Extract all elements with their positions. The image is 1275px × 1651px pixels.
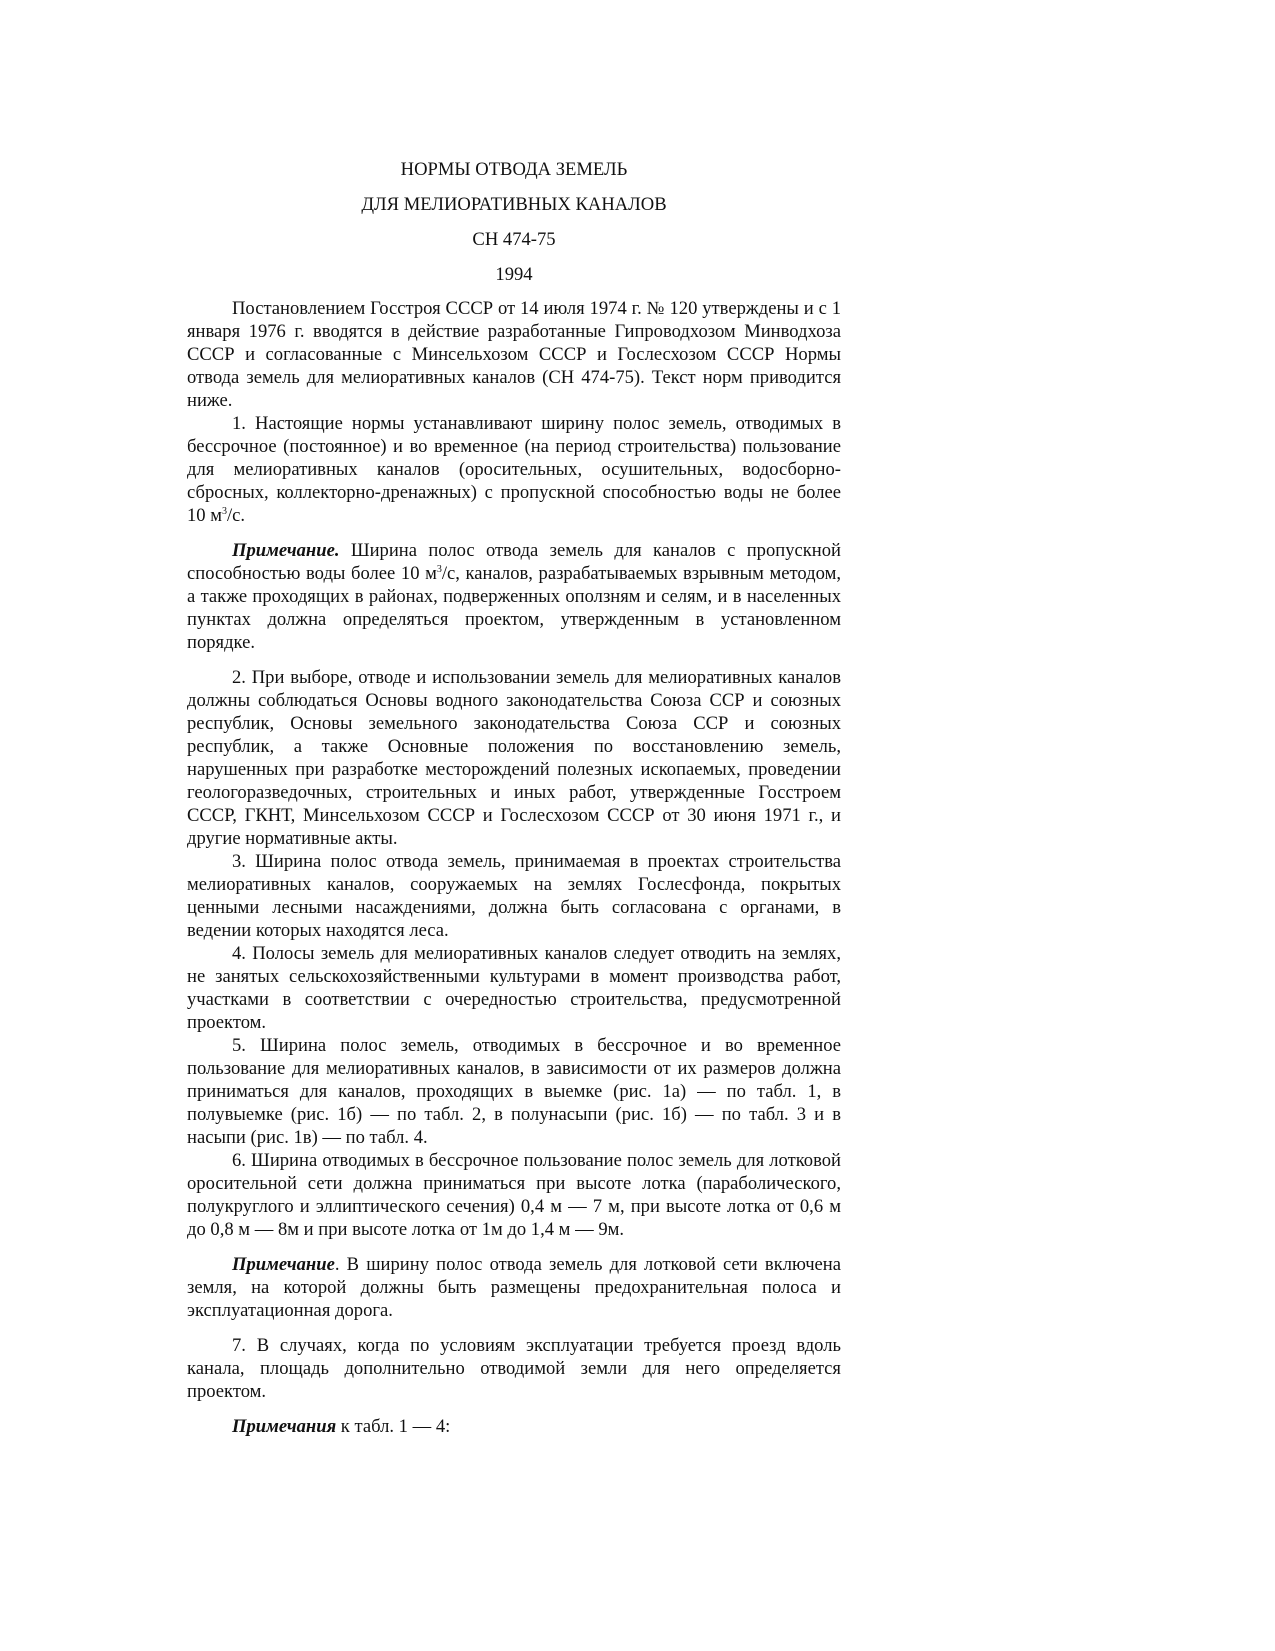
document-page — [187, 158, 841, 1438]
note-1-label: Примечание. — [232, 540, 340, 561]
clause-1 — [187, 412, 841, 527]
note-1 — [187, 539, 841, 654]
note-2 — [187, 1253, 841, 1322]
note-1-text-b: /с, каналов, разрабатываемых взрывным методом, а также проходящих в районах, подверженных оползням и селям, и в населенных пунктах должна определяться проектом, утвержденным в установленном порядке. — [187, 563, 841, 653]
clause-3: 3. Ширина полос отвода земель, принимаемая в проектах строительства мелиоративных каналов, сооружаемых на землях Гослесфонда, покрытых ценными лесными насаждениями, должна быть согласована с органами, в ведении которых находятся леса. — [187, 851, 841, 941]
note-1-text-a: Ширина полос отвода земель для каналов с пропускной способностью воды более 10 м — [187, 540, 841, 584]
clause-5: 5. Ширина полос земель, отводимых в бессрочное и во временное пользование для мелиоративных каналов, в зависимости от их размеров должна приниматься для каналов, проходящих в выемке (рис. 1а) — по табл. 1, в полувыемке (рис. 1б) — по табл. 2, в полунасыпи (рис. 1б) — по табл. 3 и в насыпи (рис. 1в) — по табл. 4. — [187, 1035, 841, 1148]
document-code: СН 474-75 — [472, 229, 556, 250]
clause-7: 7. В случаях, когда по условиям эксплуатации требуется проезд вдоль канала, площадь дополнительно отводимой земли для него определяется проектом. — [187, 1335, 841, 1402]
clause-2: 2. При выборе, отводе и использовании земель для мелиоративных каналов должны соблюдаться Основы водного законодательства Союза ССР и союзных республик, Основы земельного законодательства Союза ССР и союзных республик, а также Основные положения по восстановлению земель, нарушенных при разработке месторождений полезных ископаемых, проведении геологоразведочных, строительных и иных работ, утвержденные Госстроем СССР, ГКНТ, Минсельхозом СССР и Гослесхозом СССР от 30 июня 1971 г., и другие нормативные акты. — [187, 667, 841, 849]
clause-1-text: 1. Настоящие нормы устанавливают ширину полос земель, отводимых в бессрочное (постоянное) и во временное (на период строительства) пользование для мелиоративных каналов (оросительных, осушительных, водосборно-сбросных, коллекторно-дренажных) с пропускной способностью воды не более 10 м — [187, 413, 841, 526]
document-title-line1: НОРМЫ ОТВОДА ЗЕМЕЛЬ — [400, 159, 628, 180]
clause-1-tail: /с. — [227, 505, 246, 526]
document-year: 1994 — [495, 264, 533, 285]
document-title-line2: ДЛЯ МЕЛИОРАТИВНЫХ КАНАЛОВ — [361, 194, 667, 215]
note-2-text: . В ширину полос отвода земель для лотковой сети включена земля, на которой должны быть размещены предохранительная полоса и эксплуатационная дорога. — [187, 1254, 841, 1321]
cubic-superscript: 3 — [436, 564, 442, 575]
cubic-superscript: 3 — [222, 506, 228, 517]
note-3-label: Примечания — [232, 1416, 337, 1437]
note-3 — [187, 1415, 841, 1438]
intro-paragraph: Постановлением Госстроя СССР от 14 июля 1974 г. № 120 утверждены и с 1 января 1976 г. вводятся в действие разработанные Гипроводхозом Минводхоза СССР и согласованные с Минсельхозом СССР и Гослесхозом СССР Нормы отвода земель для мелиоративных каналов (СН 474-75). Текст норм приводится ниже. — [187, 298, 841, 411]
note-2-label: Примечание — [232, 1254, 335, 1275]
note-3-text: к табл. 1 — 4: — [336, 1416, 451, 1437]
clause-6: 6. Ширина отводимых в бессрочное пользование полос земель для лотковой оросительной сети должна приниматься при высоте лотка (параболического, полукруглого и эллиптического сечения) 0,4 м — 7 м, при высоте лотка от 0,6 м до 0,8 м — 8м и при высоте лотка от 1м до 1,4 м — 9м. — [187, 1150, 841, 1240]
clause-4: 4. Полосы земель для мелиоративных каналов следует отводить на землях, не занятых сельскохозяйственными культурами в момент производства работ, участками в соответствии с очередностью строительства, предусмотренной проектом. — [187, 943, 841, 1033]
